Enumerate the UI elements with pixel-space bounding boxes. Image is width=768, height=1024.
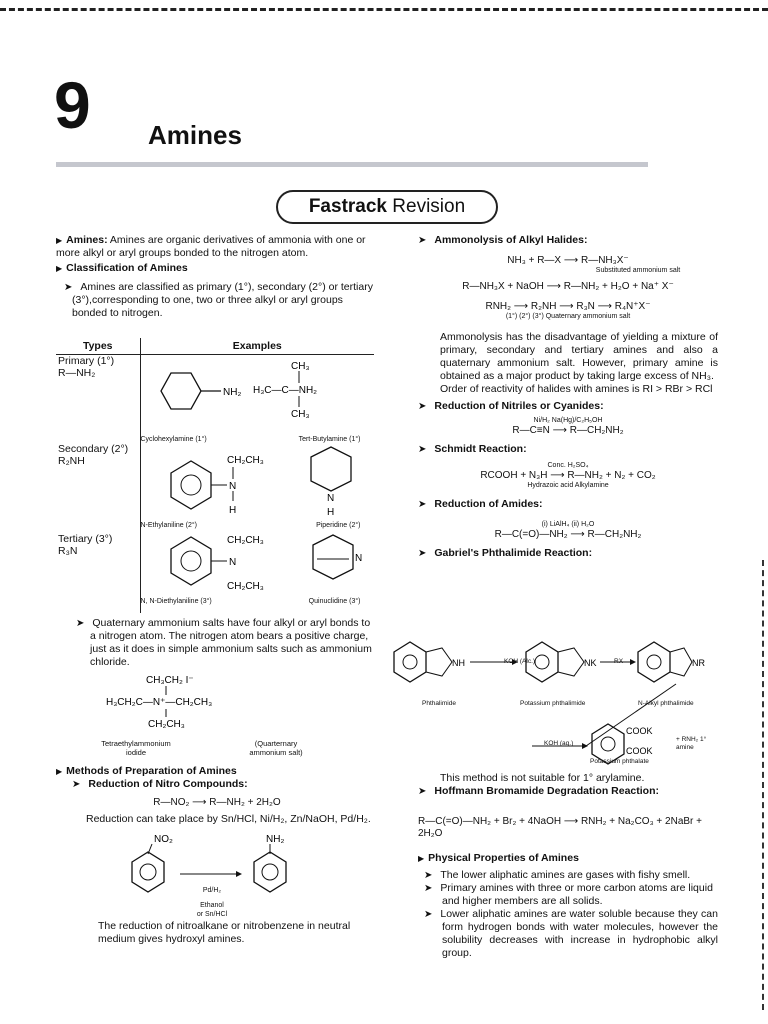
amides-conditions: (i) LiAlH₄ (ii) H₂O bbox=[541, 521, 595, 528]
type-label: Secondary (2°) bbox=[58, 443, 129, 455]
title-underline bbox=[56, 162, 648, 167]
type-formula: R—NH₂ bbox=[58, 367, 96, 379]
svg-text:COOK: COOK bbox=[626, 746, 653, 756]
nitro-equation: R—NO₂ ⟶ R—NH₂ + 2H₂O bbox=[153, 797, 281, 808]
hoffmann-equation: R—C(=O)—NH₂ + Br₂ + 4NaOH ⟶ RNH₂ + Na₂CO₃ + 2NaBr + 2H₂O bbox=[418, 816, 702, 839]
svg-text:N: N bbox=[228, 557, 236, 568]
svg-text:H₃CH₂C—N⁺—CH₂CH₃: H₃CH₂C—N⁺—CH₂CH₃ bbox=[106, 697, 213, 708]
ammonolysis-eq1: NH₃ + R—X ⟶ R—NH₃X⁻ bbox=[507, 255, 629, 266]
piperidine-label: Piperidine (2°) bbox=[316, 522, 361, 529]
svg-text:CH₃: CH₃ bbox=[290, 361, 310, 372]
table-row-primary bbox=[56, 355, 140, 444]
right-dashed-border bbox=[762, 560, 764, 1010]
tetraethylammonium-structure bbox=[56, 671, 356, 741]
schmidt-heading: ➤ Schmidt Reaction: bbox=[418, 443, 718, 456]
quaternary-salt-label: (Quarternary ammonium salt) bbox=[249, 739, 303, 757]
potassium-phthalate-label: Potassium phthalate bbox=[590, 758, 649, 765]
svg-text:H: H bbox=[326, 507, 334, 518]
ammonolysis-eq3-labels: (1°) (2°) (3°) Quaternary ammonium salt bbox=[505, 313, 631, 320]
table-row-secondary bbox=[56, 443, 140, 533]
svg-text:H: H bbox=[228, 505, 236, 516]
table-row-tertiary bbox=[56, 533, 140, 613]
physical-item-1: ➤ The lower aliphatic amines are gases with fishy smell. bbox=[418, 869, 718, 882]
svg-text:CH₃CH₂ I⁻: CH₃CH₂ I⁻ bbox=[146, 675, 194, 686]
n-ethylaniline-label: N-Ethylaniline (2°) bbox=[140, 522, 197, 529]
svg-text:N: N bbox=[228, 481, 236, 492]
svg-text:NH: NH bbox=[452, 658, 465, 668]
svg-text:COOK: COOK bbox=[626, 726, 653, 736]
quaternary-text: ➤ Quaternary ammonium salts have four alkyl or aryl bonds to a nitrogen atom. The nitrogen atom bears a positive charge, just as it does in simple ammonium salts such as ammonium chloride. bbox=[56, 617, 378, 669]
ammonolysis-eq3: RNH₂ ⟶ R₂NH ⟶ R₃N ⟶ R₄N⁺X⁻ bbox=[485, 301, 651, 312]
svg-text:CH₂CH₃: CH₂CH₃ bbox=[226, 535, 264, 546]
schmidt-equation: RCOOH + N₃H ⟶ R—NH₂ + N₂ + CO₂ bbox=[480, 470, 656, 481]
amines-text: Amines are organic derivatives of ammonia with one or more alkyl or aryl groups bonded to the nitrogen atom. bbox=[56, 234, 366, 259]
ammonolysis-heading: ➤ Ammonolysis of Alkyl Halides: bbox=[418, 234, 718, 247]
nitro-conditions bbox=[180, 886, 244, 919]
svg-text:CH₂CH₃: CH₂CH₃ bbox=[226, 581, 264, 592]
schmidt-conditions: Conc. H₂SO₄ bbox=[547, 462, 589, 469]
svg-text:CH₂CH₃: CH₂CH₃ bbox=[226, 455, 264, 466]
svg-text:CH₃: CH₃ bbox=[290, 409, 310, 420]
svg-text:N: N bbox=[354, 553, 362, 564]
svg-text:NO₂: NO₂ bbox=[154, 834, 173, 845]
n-alkyl-phthalimide-label: N-Alkyl phthalimide bbox=[638, 700, 694, 707]
gabriel-cond-rnh2: + RNH₂ 1° amine bbox=[676, 736, 707, 751]
type-formula: R₃N bbox=[58, 545, 78, 557]
svg-text:NH₂: NH₂ bbox=[266, 834, 285, 845]
cyclohexylamine-label: Cyclohexylamine (1°) bbox=[140, 436, 207, 443]
ammonolysis-eq2: R—NH₃X + NaOH ⟶ R—NH₂ + H₂O + Na⁺ X⁻ bbox=[462, 281, 674, 292]
physical-item-3: ➤ Lower aliphatic amines are water soluble because they can form hydrogen bonds with water molecules, however the solubility decreases with increase in hydrophobic alkyl group. bbox=[418, 908, 718, 960]
order-text: Order of reactivity of halides with amines is RI > RBr > RCl bbox=[440, 383, 713, 395]
chapter-number: 9 bbox=[54, 68, 91, 142]
svg-text:NR: NR bbox=[692, 658, 705, 668]
quinuclidine-label: Quinuclidine (3°) bbox=[308, 598, 361, 605]
table-header-examples: Examples bbox=[140, 338, 374, 355]
classification-heading: ▶ Classification of Amines bbox=[56, 262, 378, 275]
potassium-phthalimide-label: Potassium phthalimide bbox=[520, 700, 586, 707]
gabriel-cond-koh-aq: KOH (aq.) bbox=[544, 740, 574, 747]
fastrack-bold: Fastrack bbox=[308, 196, 387, 217]
physical-item-2: ➤ Primary amines with three or more carbon atoms are liquid and higher members are all solids. bbox=[418, 882, 718, 908]
nitro-cond-3: or Sn/HCl bbox=[196, 911, 228, 918]
amines-bold-label: Amines: bbox=[66, 234, 108, 246]
gabriel-cond-rx: RX bbox=[614, 658, 624, 665]
nitro-text: Reduction can take place by Sn/HCl, Ni/H₂, Zn/NaOH, Pd/H₂. bbox=[86, 813, 371, 825]
svg-text:N: N bbox=[326, 493, 334, 504]
amides-heading: ➤ Reduction of Amides: bbox=[418, 498, 718, 511]
secondary-structures bbox=[141, 443, 371, 523]
table-cell-primary-examples bbox=[140, 355, 374, 444]
table-cell-secondary-examples bbox=[140, 443, 374, 533]
gabriel-cond-koh-alc: KOH (Alc.) bbox=[504, 658, 536, 665]
table-header-types: Types bbox=[56, 338, 140, 355]
type-formula: R₂NH bbox=[58, 455, 85, 467]
nitro-note: The reduction of nitroalkane or nitrobenzene in neutral medium gives hydroxyl amines. bbox=[98, 920, 351, 945]
amines-definition bbox=[56, 234, 378, 260]
tert-butylamine-label: Tert-Butylamine (1°) bbox=[298, 436, 361, 443]
svg-text:NH₂: NH₂ bbox=[222, 387, 241, 398]
fastrack-revision-badge bbox=[276, 190, 498, 224]
physical-heading: ▶ Physical Properties of Amines bbox=[418, 852, 718, 865]
nitriles-conditions: Ni/H₂ Na(Hg)/C₂H₅OH bbox=[533, 417, 603, 424]
ammonolysis-text: Ammonolysis has the disadvantage of yielding a mixture of primary, secondary and tertiary amines and also a quaternary ammonium salt. However, primary amine is obtained as a major product by taking large excess of NH₃. bbox=[440, 331, 718, 382]
methods-heading: ▶ Methods of Preparation of Amines bbox=[56, 765, 378, 778]
nn-diethylaniline-label: N, N-Diethylaniline (3°) bbox=[140, 598, 212, 605]
phthalimide-label: Phthalimide bbox=[422, 700, 456, 707]
gabriel-note: This method is not suitable for 1° arylamine. bbox=[440, 772, 645, 784]
classified-text: ➤ Amines are classified as primary (1°), secondary (2°) or tertiary (3°),corresponding to one, two or three alkyl or aryl groups bonded to nitrogen. bbox=[56, 281, 378, 320]
type-label: Primary (1°) bbox=[58, 355, 115, 367]
right-column bbox=[418, 234, 718, 560]
fastrack-rest: Revision bbox=[387, 196, 466, 217]
hoffmann-heading: ➤ Hoffmann Bromamide Degradation Reaction: bbox=[418, 785, 718, 798]
nitro-heading: ➤ Reduction of Nitro Compounds: bbox=[56, 778, 378, 791]
table-cell-tertiary-examples bbox=[140, 533, 374, 613]
nitro-cond-2: Ethanol bbox=[200, 902, 224, 909]
left-lower-column bbox=[56, 617, 378, 946]
right-lower-column bbox=[418, 772, 718, 960]
svg-text:H₃C—C—NH₂: H₃C—C—NH₂ bbox=[252, 385, 317, 396]
chapter-title: Amines bbox=[148, 120, 242, 150]
type-label: Tertiary (3°) bbox=[58, 533, 113, 545]
ammonolysis-eq1-label: Substituted ammonium salt bbox=[595, 267, 681, 274]
nitriles-equation: R—C≡N ⟶ R—CH₂NH₂ bbox=[512, 425, 624, 436]
amine-types-table bbox=[56, 338, 374, 613]
nitriles-heading: ➤ Reduction of Nitriles or Cyanides: bbox=[418, 400, 718, 413]
primary-structures bbox=[141, 355, 371, 441]
amides-equation: R—C(=O)—NH₂ ⟶ R—CH₂NH₂ bbox=[494, 529, 642, 540]
svg-text:NK: NK bbox=[584, 658, 597, 668]
top-dashed-border bbox=[0, 8, 768, 11]
nitro-cond-1: Pd/H₂ bbox=[202, 887, 222, 894]
gabriel-heading: ➤ Gabriel's Phthalimide Reaction: bbox=[418, 547, 718, 560]
svg-text:CH₂CH₃: CH₂CH₃ bbox=[148, 719, 185, 730]
tertiary-structures bbox=[141, 533, 371, 601]
tetraethylammonium-label: Tetraethylammonium iodide bbox=[101, 739, 171, 757]
schmidt-labels: Hydrazoic acid Alkylamine bbox=[527, 482, 609, 489]
left-column bbox=[56, 234, 378, 320]
